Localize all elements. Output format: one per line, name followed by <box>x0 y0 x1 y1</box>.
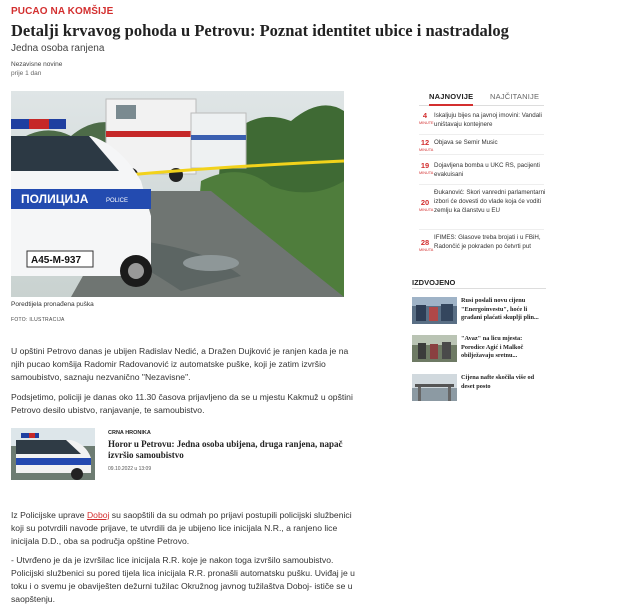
license-plate: A45-M-937 <box>31 255 82 266</box>
article-kicker[interactable]: PUCAO NA KOMŠIJE <box>11 6 114 17</box>
news-time: 4 <box>422 111 428 120</box>
police-text-latin: POLICE <box>106 198 129 204</box>
news-time: 19 <box>420 161 430 170</box>
related-article[interactable] <box>11 428 356 480</box>
featured-item[interactable] <box>412 374 546 402</box>
featured-thumbnail[interactable] <box>412 374 457 401</box>
image-caption: Poredtijela pronađena puška <box>11 301 94 308</box>
doboj-link[interactable]: Doboj <box>86 510 110 520</box>
sidebar-tabs <box>419 89 544 106</box>
hero-image <box>11 91 344 297</box>
featured-title[interactable]: "Avaz" na licu mjesta: Porodice Agić i Malkoč obilježavaju sretnu... <box>461 335 524 359</box>
news-time: 28 <box>420 238 430 247</box>
tab-najnovije[interactable]: NAJNOVIJE <box>429 92 473 106</box>
news-time-unit: MINUTA <box>419 248 434 252</box>
news-title[interactable]: Dojavljena bomba u UKC RS, pacijenti evakuisani <box>434 162 540 178</box>
photo-credit: FOTO: ILUSTRACIJA <box>11 317 65 323</box>
police-text: ПОЛИЦИЈА <box>21 192 89 206</box>
paragraph-3-end: su saopštili da su odmah po prijavi postupili policijski službenici koji su potvrdili navode prijave, te utvrdili da je ubijeno lice inicijala N.R., a ranjeno lice inicijala D.D., oba sa područja opštine Petrovo. <box>11 510 352 546</box>
hero-photo-illustration <box>11 91 344 297</box>
featured-thumbnail[interactable] <box>412 335 457 362</box>
news-item[interactable] <box>419 188 544 230</box>
article-paragraph-4: - Utvrđeno je da je izvršilac lice inicijala R.R. koje je nakon toga izvršilo samoubistvo. Policijski službenici su pored tijela lica inicijala R.R. pronašli automatsku pušku. Uviđaj je u toku i o svemu je obaviješten dežurni tužilac Okružnog javnog tužilaštva Doboj- ističe se u saopštenju. <box>11 555 355 604</box>
news-divider <box>419 134 544 135</box>
featured-heading: IZDVOJENO <box>412 278 456 287</box>
news-divider <box>419 154 544 155</box>
news-divider <box>419 229 544 230</box>
news-item[interactable] <box>419 138 544 155</box>
news-time-unit: MINUTE <box>419 121 434 125</box>
news-time: 20 <box>420 198 430 207</box>
featured-title[interactable]: Rusi poslali novu cijenu "Energoinvestu", hoće li građani plaćati skuplji plin... <box>461 297 539 321</box>
news-title[interactable]: IFIMES: Glasove treba brojati i u FBiH, Radončić je pokraden po četvrti put <box>434 234 541 250</box>
news-item[interactable] <box>419 233 544 263</box>
news-time-unit: MINUTA <box>419 208 434 212</box>
related-title[interactable]: Horor u Petrovu: Jedna osoba ubijena, druga ranjena, napač izvršio samoubistvo <box>108 439 343 460</box>
related-category[interactable]: CRNA HRONIKA <box>108 430 151 436</box>
article-time: prije 1 dan <box>11 70 42 77</box>
paragraph-3-start: Iz Policijske uprave <box>11 510 87 520</box>
article-subtitle: Jedna osoba ranjena <box>11 43 105 54</box>
related-date: 09.10.2022 u 13:09 <box>108 466 152 472</box>
article-title: Detalji krvavog pohoda u Petrovu: Poznat identitet ubice i nastradalog <box>11 21 509 40</box>
article-source[interactable]: Nezavisne novine <box>11 61 63 68</box>
featured-title[interactable]: Cijena nafte skočila više od deset posto <box>461 374 535 390</box>
featured-thumbnail[interactable] <box>412 297 457 324</box>
featured-item[interactable] <box>412 335 546 363</box>
featured-divider <box>412 288 546 289</box>
news-time: 12 <box>420 138 430 147</box>
article-paragraph-2: Podsjetimo, policiji je danas oko 11.30 časova prijavljeno da se u mjestu Kakmuž u opštini Petrovo desilo ubistvo, ranjavanje, te samoubistvo. <box>11 392 353 415</box>
news-time-unit: MINUTA <box>419 171 434 175</box>
news-title[interactable]: Iskaljuju bijes na javnoj imovini: Vandali uništavaju kontejnere <box>434 112 542 128</box>
tab-najcitanije[interactable]: NAJČITANIJE <box>490 92 540 101</box>
article-paragraph-1: U opštini Petrovo danas je ubijen Radislav Nedić, a Dražen Dujković je ranjen kada je na njih pucao komšija Radomir Radovanović iz automatske puške, koji je zatim izvršio samoubistvo, saznaju nezvanično "Nezavisne". <box>11 346 349 382</box>
news-item[interactable] <box>419 111 544 135</box>
article-paragraph-3 <box>11 509 356 548</box>
news-divider <box>419 184 544 185</box>
news-title[interactable]: Objava se Semir Music <box>434 139 498 146</box>
news-title[interactable]: Đukanović: Skori vanredni parlamentarni izbori će dovesti do vlade koja će voditi zemlju ka članstvu u EU <box>434 189 546 214</box>
related-thumbnail[interactable] <box>11 428 95 480</box>
news-item[interactable] <box>419 161 544 185</box>
featured-item[interactable] <box>412 297 546 325</box>
news-time-unit: MINUTA <box>419 148 434 152</box>
